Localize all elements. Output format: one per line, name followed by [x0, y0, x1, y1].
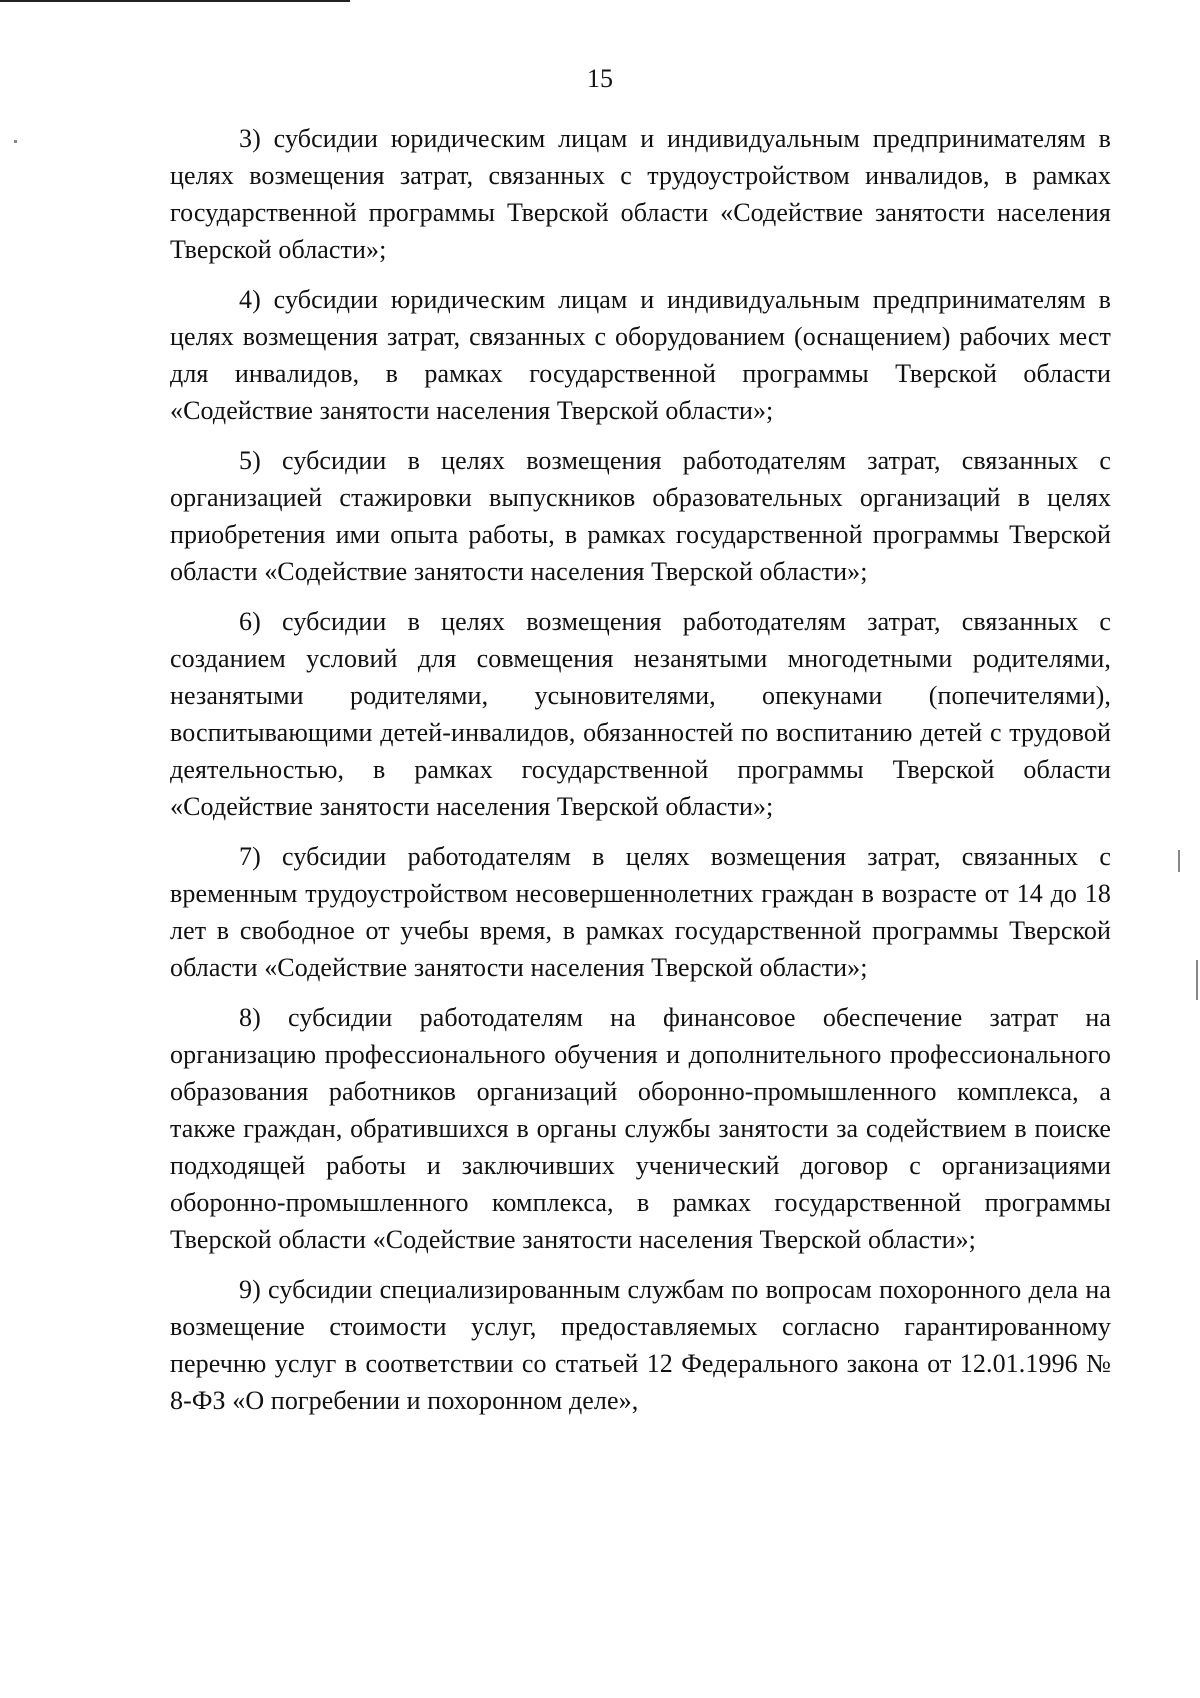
- scan-artifact: [14, 140, 17, 143]
- document-body: [170, 120, 1111, 1432]
- paragraph-item-4: 4) субсидии юридическим лицам и индивидуальным предпринимателям в целях возмещения затрат, связанных с оборудованием (оснащением) рабочих мест для инвалидов, в рамках государственной программы Тверской области «Содействие занятости населения Тверской области»;: [170, 285, 1111, 425]
- paragraph-item-9: 9) субсидии специализированным службам по вопросам похоронного дела на возмещение стоимости услуг, предоставляемых согласно гарантированному перечню услуг в соответствии со статьей 12 Федерального закона от 12.01.1996 № 8-ФЗ «О погребении и похоронном деле»,: [170, 1275, 1111, 1415]
- paragraph-item-7: 7) субсидии работодателям в целях возмещения затрат, связанных с временным трудоустройством несовершеннолетних граждан в возрасте от 14 до 18 лет в свободное от учебы время, в рамках государственной программы Тверской области «Содействие занятости населения Тверской области»;: [170, 842, 1111, 982]
- paragraph-item-5: 5) субсидии в целях возмещения работодателям затрат, связанных с организацией стажировки выпускников образовательных организаций в целях приобретения ими опыта работы, в рамках государственной программы Тверской области «Содействие занятости населения Тверской области»;: [170, 446, 1111, 586]
- paragraph-item-3: 3) субсидии юридическим лицам и индивидуальным предпринимателям в целях возмещения затрат, связанных с трудоустройством инвалидов, в рамках государственной программы Тверской области «Содействие занятости населения Тверской области»;: [170, 124, 1111, 264]
- page-number: 15: [587, 64, 613, 93]
- scan-artifact: [1196, 960, 1198, 1000]
- paragraph-item-8: 8) субсидии работодателям на финансовое обеспечение затрат на организацию профессионального обучения и дополнительного профессионального образования работников организаций оборонно-промышленного комплекса, а также граждан, обратившихся в органы службы занятости за содействием в поиске подходящей работы и заключивших ученический договор с организациями оборонно-промышленного комплекса, в рамках государственной программы Тверской области «Содействие занятости населения Тверской области»;: [170, 1003, 1111, 1254]
- scan-artifact: [1178, 850, 1180, 872]
- scan-edge-line: [0, 0, 350, 2]
- paragraph-item-6: 6) субсидии в целях возмещения работодателям затрат, связанных с созданием условий для совмещения незанятыми многодетными родителями, незанятыми родителями, усыновителями, опекунами (попечителями), воспитывающими детей-инвалидов, обязанностей по воспитанию детей с трудовой деятельностью, в рамках государственной программы Тверской области «Содействие занятости населения Тверской области»;: [170, 607, 1111, 821]
